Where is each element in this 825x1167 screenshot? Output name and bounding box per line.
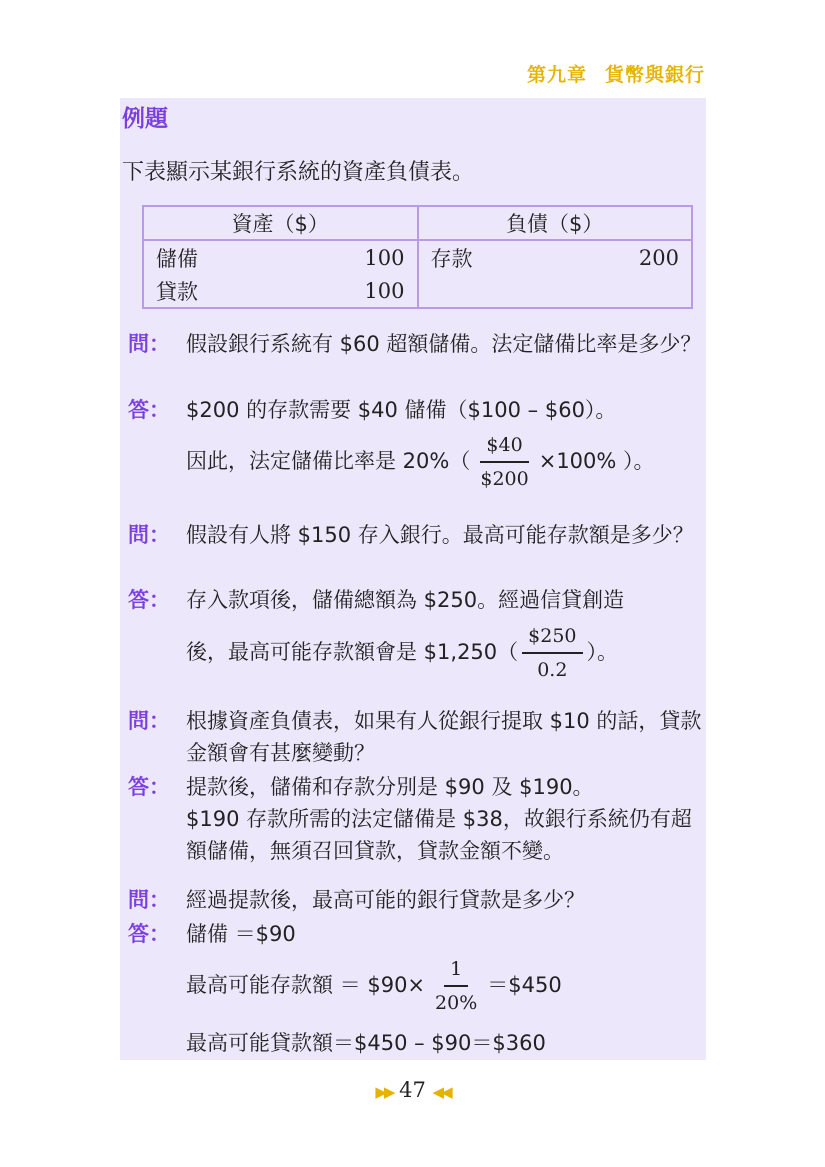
- answer-text: 提款後，儲備和存款分別是 $90 及 $190。: [186, 775, 594, 799]
- chapter-header: [527, 60, 705, 87]
- answer-text: 最高可能存款額 ＝ $90×: [186, 973, 426, 997]
- fraction: [429, 957, 483, 1015]
- liability-value: 200: [638, 245, 679, 270]
- question-label: 問：: [128, 888, 170, 912]
- question-4: [128, 884, 708, 916]
- answer-1-calc: [128, 433, 708, 491]
- chapter-label: 第九章: [526, 64, 587, 86]
- answer-text: ）。: [586, 640, 619, 664]
- liabilities-header: 負債（$）: [418, 206, 693, 240]
- page-number: 47: [399, 1078, 426, 1102]
- asset-value: 100: [364, 245, 405, 270]
- asset-item: 儲備: [156, 246, 198, 271]
- answer-text: $200 的存款需要 $40 儲備（$100 – $60）。: [186, 398, 617, 422]
- liability-item: 存款: [430, 246, 473, 271]
- question-3: [128, 705, 708, 769]
- answer-label: 答：: [128, 398, 170, 422]
- fraction-denominator: $200: [480, 468, 529, 490]
- answer-text: 儲備 ＝$90: [186, 922, 296, 946]
- example-title: 例題: [122, 105, 168, 132]
- question-text: 假設有人將 $150 存入銀行。最高可能存款額是多少？: [186, 523, 694, 547]
- answer-2-calc: [128, 624, 708, 682]
- balance-sheet-table: [142, 205, 693, 309]
- question-1: [128, 328, 708, 360]
- question-2: [128, 519, 708, 551]
- question-label: 問：: [128, 332, 170, 356]
- assets-header: 資產（$）: [143, 206, 418, 240]
- question-text: 經過提款後，最高可能的銀行貸款是多少？: [186, 888, 585, 912]
- answer-text: ×100% ）。: [538, 449, 655, 473]
- chapter-topic: 貨幣與銀行: [604, 64, 705, 86]
- answer-text: ＝$450: [487, 973, 562, 997]
- page-footer: [0, 1078, 825, 1102]
- fraction-denominator: 0.2: [537, 659, 568, 681]
- answer-label: 答：: [128, 588, 170, 612]
- question-text: 根據資產負債表，如果有人從銀行提取 $10 的話，貸款金額會有甚麼變動？: [186, 709, 702, 765]
- asset-value: 100: [364, 278, 405, 303]
- intro-text: 下表顯示某銀行系統的資產負債表。: [122, 160, 475, 185]
- answer-4: [128, 918, 708, 950]
- fraction: [522, 624, 582, 682]
- answer-4-result: [128, 1027, 708, 1059]
- back-arrows-icon: ◀◀: [432, 1083, 450, 1101]
- question-text: 假設銀行系統有 $60 超額儲備。法定儲備比率是多少？: [186, 332, 702, 356]
- answer-text: 因此，法定儲備比率是 20%（: [186, 449, 471, 473]
- table-row: [156, 274, 405, 307]
- question-label: 問：: [128, 523, 170, 547]
- table-row: [156, 241, 405, 274]
- table-row: [431, 241, 680, 274]
- answer-label: 答：: [128, 775, 170, 799]
- question-label: 問：: [128, 709, 170, 733]
- answer-1: [128, 394, 708, 426]
- fraction-numerator: $40: [480, 433, 528, 463]
- fraction-denominator: 20%: [435, 992, 478, 1014]
- fraction-numerator: 1: [444, 957, 468, 987]
- answer-text: 存入款項後，儲備總額為 $250。經過信貸創造: [186, 588, 625, 612]
- answer-4-calc: [128, 957, 708, 1015]
- asset-item: 貸款: [156, 279, 198, 304]
- fraction: [474, 433, 534, 491]
- answer-2: [128, 584, 708, 616]
- answer-text: $190 存款所需的法定儲備是 $38，故銀行系統仍有超額儲備，無須召回貸款，貸款金額不變。: [186, 807, 692, 863]
- answer-3: [128, 771, 708, 867]
- answer-text: 後，最高可能存款額會是 $1,250（: [186, 640, 519, 664]
- fraction-numerator: $250: [522, 624, 582, 654]
- forward-arrows-icon: ▶▶: [375, 1083, 393, 1101]
- answer-label: 答：: [128, 922, 170, 946]
- answer-text: 最高可能貸款額＝$450 – $90＝$360: [186, 1031, 546, 1055]
